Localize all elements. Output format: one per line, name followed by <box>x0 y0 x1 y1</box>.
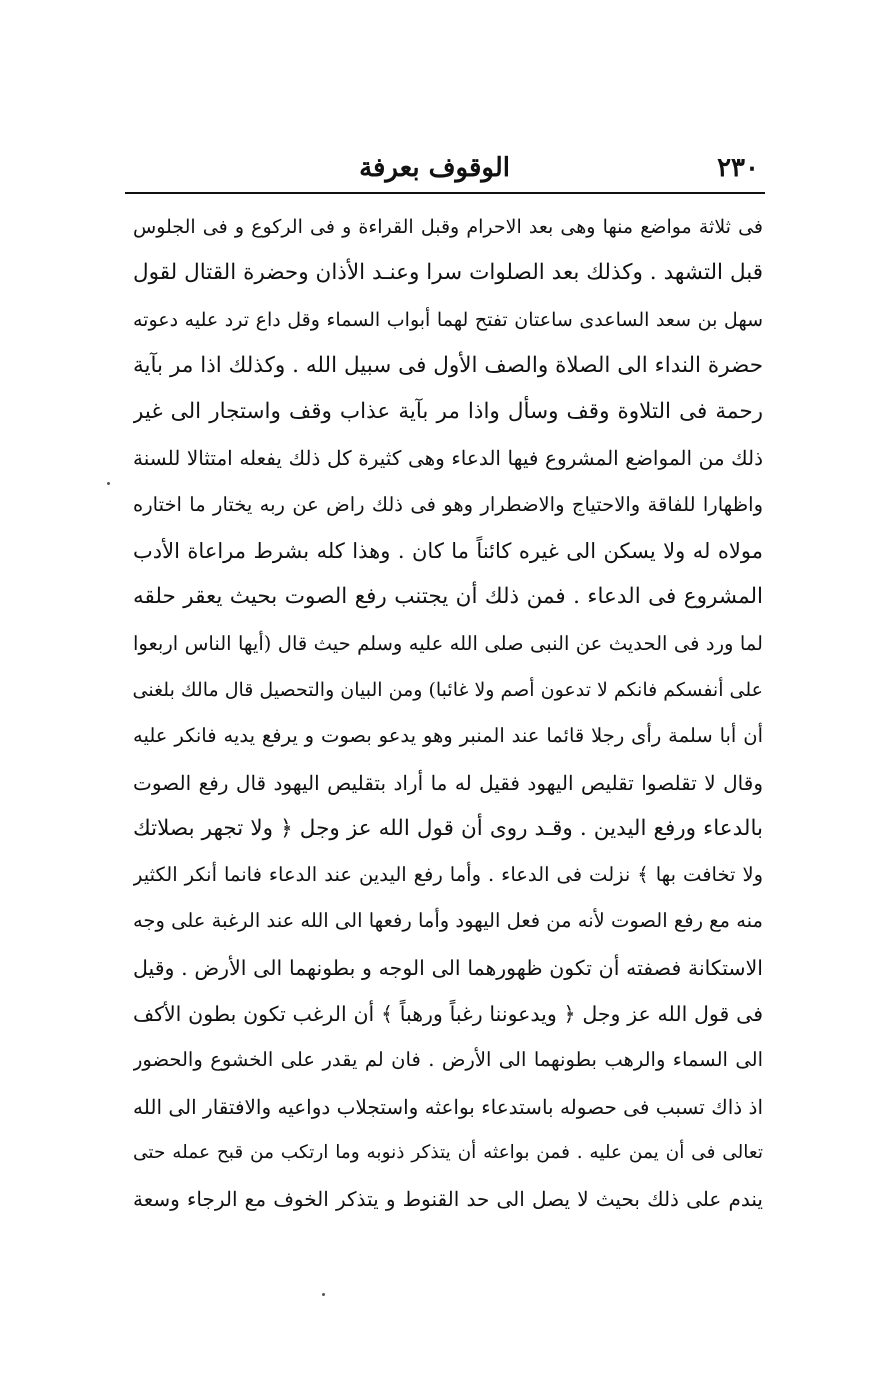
text-line: لما ورد فى الحديث عن النبى صلى الله عليه وسلم حيث قال (أيها الناس اربعوا <box>133 631 763 655</box>
running-title: الوقوف بعرفة <box>359 153 510 183</box>
text-line: على أنفسكم فانكم لا تدعون أصم ولا غائبا) ومن البيان والتحصيل قال مالك بلغنى <box>133 678 763 701</box>
header-rule <box>125 192 765 194</box>
text-line: واظهارا للفاقة والاحتياج والاضطرار وهو فى ذلك راض عن ربه يختار ما اختاره <box>133 492 763 516</box>
text-line: ذلك من المواضع المشروع فيها الدعاء وهى كثيرة كل ذلك يفعله امتثالا للسنة <box>133 446 763 471</box>
text-line: فى ثلاثة مواضع منها وهى بعد الاحرام وقبل القراءة و فى الركوع و فى الجلوس <box>133 216 763 238</box>
text-line: يندم على ذلك بحيث لا يصل الى حد القنوط و يتذكر الخوف مع الرجاء وسعة <box>133 1187 763 1212</box>
text-line: مولاه له ولا يسكن الى غيره كائناً ما كان . وهذا كله بشرط مراعاة الأدب <box>133 539 763 564</box>
text-line: قبل التشهد . وكذلك بعد الصلوات سرا وعنـد الأذان وحضرة القتال لقول <box>133 260 763 286</box>
page-header <box>125 148 765 188</box>
text-line: أن أبا سلمة رأى رجلا قائما عند المنبر وهو يدعو بصوت و يرفع يديه فانكر عليه <box>133 724 763 748</box>
page-number: ٢٣٠ <box>717 153 759 183</box>
text-line: منه مع رفع الصوت لأنه من فعل اليهود وأما رفعها الى الله عند الرغبة على وجه <box>133 909 763 933</box>
text-line: المشروع فى الدعاء . فمن ذلك أن يجتنب رفع الصوت بحيث يعقر حلقه <box>133 584 763 610</box>
scan-speck <box>322 1293 325 1296</box>
text-line: تعالى فى أن يمن عليه . فمن بواعثه أن يتذكر ذنوبه وما ارتكب من قبح عمله حتى <box>133 1141 763 1163</box>
text-line: فى قول الله عز وجل ﴿ ويدعوننا رغباً ورهباً ﴾ أن الرغب تكون بطون الأكف <box>133 1002 763 1027</box>
text-line: ولا تخافت بها ﴾ نزلت فى الدعاء . وأما رفع اليدين عند الدعاء فانما أنكر الكثير <box>133 863 763 887</box>
text-line: وقال لا تقلصوا تقليص اليهود فقيل له ما أراد بتقليص اليهود قال رفع الصوت <box>133 770 763 795</box>
text-line: الاستكانة فصفته أن تكون ظهورهما الى الوجه و بطونهما الى الأرض . وقيل <box>133 955 763 980</box>
text-line: حضرة النداء الى الصلاة والصف الأول فى سبيل الله . وكذلك اذا مر بآية <box>133 352 763 378</box>
text-line: بالدعاء ورفع اليدين . وقـد روى أن قول الله عز وجل ﴿ ولا تجهر بصلاتك <box>133 815 763 841</box>
body-text <box>133 204 763 1223</box>
scan-speck <box>107 482 110 485</box>
text-line: رحمة فى التلاوة وقف وسأل واذا مر بآية عذاب وقف واستجار الى غير <box>133 399 763 425</box>
text-line: الى السماء والرهب بطونهما الى الأرض . فان لم يقدر على الخشوع والحضور <box>133 1048 763 1072</box>
text-line: اذ ذاك تسبب فى حصوله باستدعاء بواعثه واستجلاب دواعيه والافتقار الى الله <box>133 1094 763 1119</box>
text-line: سهل بن سعد الساعدى ساعتان تفتح لهما أبواب السماء وقل داع ترد عليه دعوته <box>133 308 763 331</box>
